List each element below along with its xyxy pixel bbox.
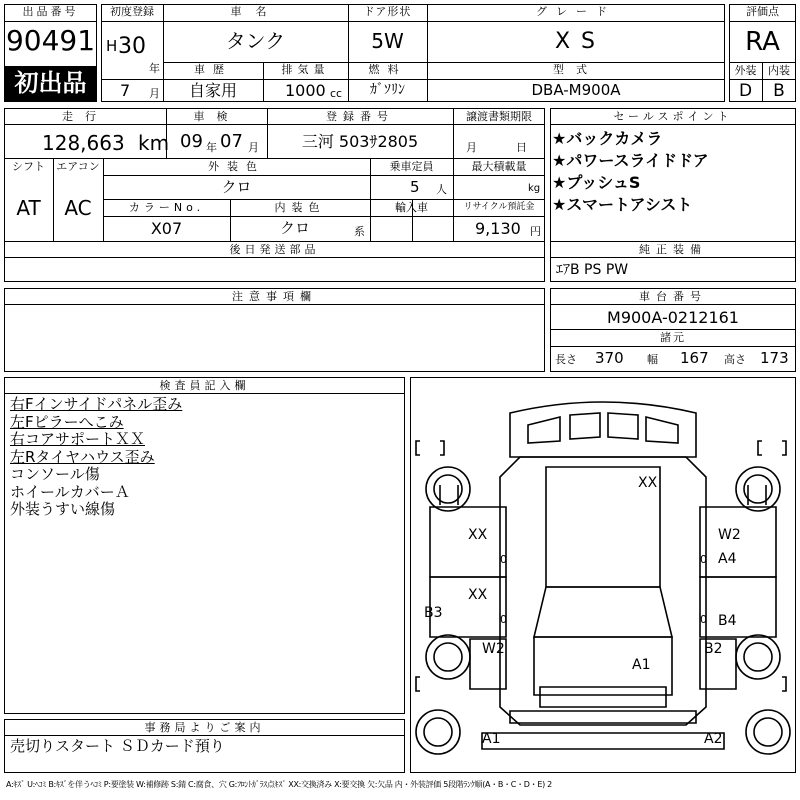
inspector-note: コンソール傷 xyxy=(10,465,100,483)
damage-mark: W2 xyxy=(482,641,505,657)
caution-label: 注意事項欄 xyxy=(232,290,317,303)
import-label: 輸入車 xyxy=(395,201,428,214)
exterior-score: D xyxy=(738,81,753,101)
interior-color-label: 内装色 xyxy=(274,201,326,214)
recycle-unit: 円 xyxy=(530,225,541,238)
inspector-note: 左Rタイヤハウス歪み xyxy=(10,447,155,466)
selling-point-item: ★バックカメラ xyxy=(552,129,663,148)
registration-label: 登録番号 xyxy=(326,110,394,123)
damage-mark: W2 xyxy=(718,527,741,543)
grade-label: グレード xyxy=(536,5,616,18)
max-load-label: 最大積載量 xyxy=(471,160,527,173)
lot-number: 90491 xyxy=(5,24,96,57)
door-type: 5W xyxy=(371,29,404,53)
car-name: タンク xyxy=(225,29,286,53)
inspection-month: 07 xyxy=(220,131,243,152)
interior-color-unit: 系 xyxy=(354,225,365,238)
exterior-label: 外装 xyxy=(734,64,757,77)
first-reg-label: 初度登録 xyxy=(110,5,154,18)
grade: X S xyxy=(554,29,598,54)
inspection-label: 車検 xyxy=(193,110,240,123)
first-reg-year: 30 xyxy=(118,34,146,59)
ac: AC xyxy=(64,196,92,220)
exterior-color: クロ xyxy=(221,178,252,196)
capacity: 5 xyxy=(410,178,420,196)
displacement-label: 排気量 xyxy=(281,63,330,76)
chassis-label: 車台番号 xyxy=(639,290,707,303)
fuel: ｶﾞｿﾘﾝ xyxy=(370,82,405,98)
length: 370 xyxy=(595,349,624,367)
rating-label: 評価点 xyxy=(746,5,779,18)
lot-label: 出品番号 xyxy=(22,5,79,18)
first-reg-month: 7 xyxy=(120,81,131,100)
history-label: 車歴 xyxy=(194,63,232,76)
inspection-year-unit: 年 xyxy=(206,141,217,154)
damage-mark: B2 xyxy=(704,641,723,657)
rating-score: RA xyxy=(745,27,780,57)
first-listing-badge-text: 初出品 xyxy=(14,69,87,97)
model-label: 型式 xyxy=(553,63,599,76)
fuel-label: 燃料 xyxy=(368,63,407,76)
transfer-label: 譲渡書類期限 xyxy=(466,110,532,123)
inspector-note: 右Fインサイドパネル歪み xyxy=(10,395,183,413)
dims-label: 諸元 xyxy=(660,331,686,344)
damage-mark: A1 xyxy=(632,657,651,673)
damage-mark: A2 xyxy=(704,731,723,747)
color-no-label: カラーNo. xyxy=(128,201,205,214)
exterior-color-label: 外装色 xyxy=(208,160,265,173)
inspection-month-unit: 月 xyxy=(248,141,259,154)
legend-text: A:ｷｽﾞ U:ﾍｺﾐ B:ｷｽﾞを伴うﾍｺﾐ P:要塗装 W:補修跡 S:錆 C:腐食、穴 G:ﾌﾛﾝﾄｶﾞﾗｽ点ｷｽﾞ XX:交換済み X:要交換 欠:欠品 内・外装評価 5段階ﾗﾝｸ順(A・B・C・D・E) 2 xyxy=(6,780,552,789)
transfer-month-unit: 月 xyxy=(466,141,477,154)
displacement: 1000 xyxy=(285,81,326,100)
width-label: 幅 xyxy=(647,353,658,366)
office-label: 事務局よりご案内 xyxy=(144,721,265,734)
car-diagram xyxy=(410,377,796,773)
damage-mark: XX xyxy=(638,475,658,491)
height-label: 高さ xyxy=(724,353,746,366)
interior-label: 内装 xyxy=(768,64,790,77)
door-label: ドア形状 xyxy=(363,5,412,18)
equipment-label: 純正装備 xyxy=(639,243,707,256)
max-load-unit: kg xyxy=(528,183,541,194)
damage-mark: 0 xyxy=(500,613,507,626)
model: DBA-M900A xyxy=(531,81,621,99)
capacity-label: 乗車定員 xyxy=(389,160,434,173)
damage-mark: B4 xyxy=(718,613,737,629)
ac-label: エアコン xyxy=(56,160,100,173)
history: 自家用 xyxy=(188,81,237,100)
selling-point-item: ★プッシュS xyxy=(552,173,641,192)
selling-point-item: ★パワースライドドア xyxy=(552,151,709,170)
damage-mark: A1 xyxy=(482,731,501,747)
inspector-label: 検査員記入欄 xyxy=(159,379,250,392)
inspector-note: 左Fピラーへこみ xyxy=(10,412,124,431)
registration-number: 三河 503ｻ2805 xyxy=(301,132,419,151)
damage-mark: 0 xyxy=(500,553,507,566)
first-reg-era: H xyxy=(106,37,118,55)
mileage-value: 128,663 xyxy=(42,131,125,155)
length-label: 長さ xyxy=(555,353,577,366)
damage-mark: A4 xyxy=(718,551,737,567)
car-name-label: 車名 xyxy=(230,5,281,18)
inspector-note: 外装うすい線傷 xyxy=(10,500,116,518)
displacement-unit: cc xyxy=(330,87,343,100)
shift-label: シフト xyxy=(12,160,45,173)
selling-points-label: セールスポイント xyxy=(613,110,733,123)
inspector-note: ホイールカバーＡ xyxy=(10,482,130,501)
damage-mark: XX xyxy=(468,587,488,603)
office-note: 売切りスタート ＳＤカード預り xyxy=(10,737,225,755)
first-reg-month-unit: 月 xyxy=(149,87,160,100)
damage-mark: B3 xyxy=(424,605,443,621)
recycle-fee: 9,130 xyxy=(475,219,521,238)
later-parts-label: 後日発送部品 xyxy=(229,243,320,256)
mileage-label: 走行 xyxy=(62,110,108,123)
shift: AT xyxy=(16,196,41,220)
mileage-unit: km xyxy=(138,131,170,155)
interior-color: クロ xyxy=(280,219,311,237)
transfer-day-unit: 日 xyxy=(516,141,527,154)
selling-point-item: ★スマートアシスト xyxy=(552,195,693,214)
capacity-unit: 人 xyxy=(436,183,447,196)
first-reg-year-unit: 年 xyxy=(149,62,160,75)
color-no: X07 xyxy=(150,219,183,238)
inspection-year: 09 xyxy=(180,131,203,152)
recycle-label: リサイクル預託金 xyxy=(463,202,535,212)
damage-mark: XX xyxy=(468,527,488,543)
equipment-value: ｴｱB PS PW xyxy=(556,262,629,278)
damage-mark: 0 xyxy=(700,613,707,626)
width: 167 xyxy=(680,349,709,367)
chassis-number: M900A-0212161 xyxy=(607,308,739,327)
height: 173 xyxy=(760,349,789,367)
inspector-note: 右コアサポートＸＸ xyxy=(10,430,146,448)
damage-mark: 0 xyxy=(700,553,707,566)
interior-score: B xyxy=(773,81,785,101)
